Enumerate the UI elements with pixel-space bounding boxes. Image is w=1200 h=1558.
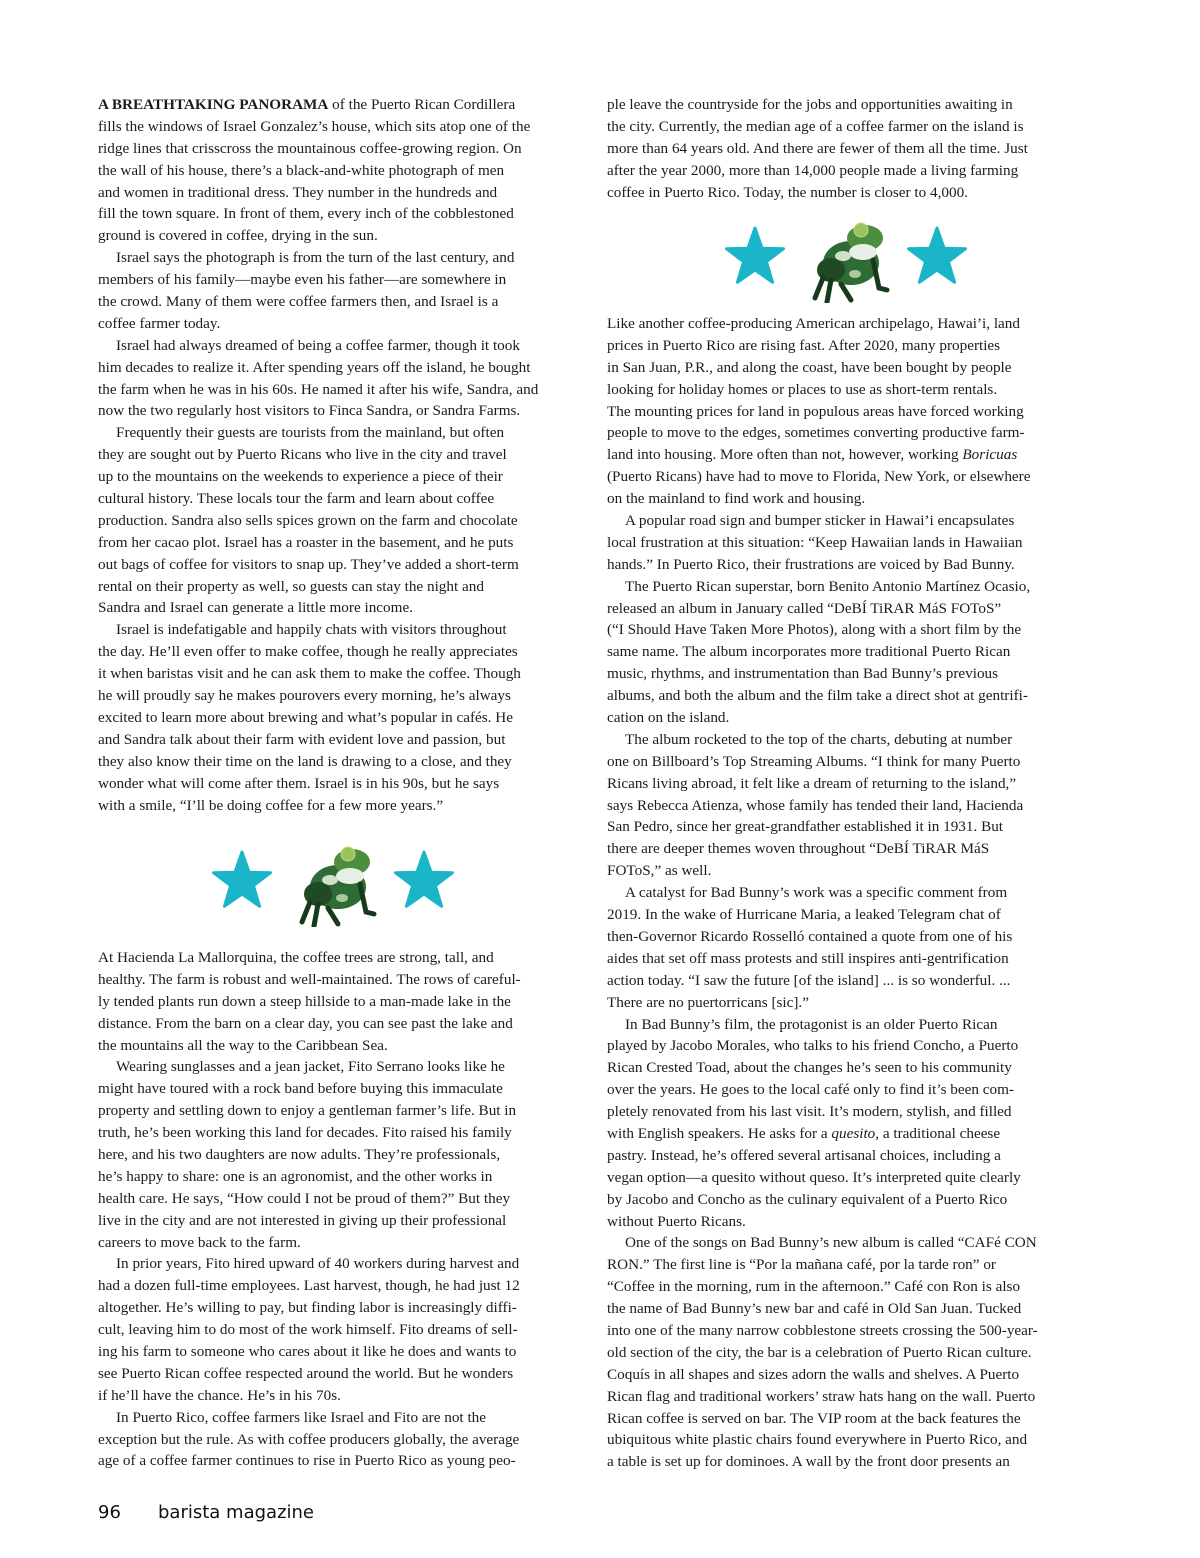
text-line: truth, he’s been working this land for decades. Fito raised his family bbox=[98, 1124, 512, 1142]
text-line: one on Billboard’s Top Streaming Albums. “I think for many Puerto bbox=[607, 752, 1021, 770]
paragraph bbox=[607, 729, 1097, 882]
frog-illustration bbox=[302, 847, 374, 926]
text-line: “Coffee in the morning, rum in the afternoon.” Café con Ron is also bbox=[607, 1278, 1021, 1296]
text-line: ing his farm to someone who cares about it like he does and wants to bbox=[98, 1343, 517, 1361]
text-line: in San Juan, P.R., and along the coast, have been bought by people bbox=[607, 358, 1012, 376]
text-line: the city. Currently, the median age of a coffee farmer on the island is bbox=[607, 117, 1024, 135]
text-line: he’s happy to share: one is an agronomist, and the other works in bbox=[98, 1167, 493, 1185]
text-line: San Pedro, since her great-grandfather established it in 1931. But bbox=[607, 818, 1004, 836]
publication-name: barista magazine bbox=[158, 1502, 314, 1523]
text-line: distance. From the barn on a clear day, you can see past the lake and bbox=[98, 1014, 513, 1032]
text-line: RON.” The first line is “Por la mañana café, por la tarde ron” or bbox=[607, 1256, 996, 1274]
text-line: the day. He’ll even offer to make coffee, though he really appreciates bbox=[98, 643, 518, 661]
section-divider bbox=[210, 832, 460, 927]
text-line: property and settling down to enjoy a gentleman farmer’s life. But in bbox=[98, 1102, 517, 1120]
text-line: careers to move back to the farm. bbox=[98, 1233, 301, 1251]
text-line: healthy. The farm is robust and well-maintained. The rows of careful- bbox=[98, 970, 521, 988]
text-line: more than 64 years old. And there are fewer of them all the time. Just bbox=[607, 139, 1028, 157]
text-line: up to the mountains on the weekends to experience a piece of their bbox=[98, 468, 503, 486]
text-line: The album rocketed to the top of the charts, debuting at number bbox=[625, 730, 1013, 748]
text-line: without Puerto Ricans. bbox=[607, 1212, 746, 1230]
text-line: 2019. In the wake of Hurricane Maria, a leaked Telegram chat of bbox=[607, 906, 1001, 924]
frog-illustration bbox=[815, 223, 887, 302]
text-line: says Rebecca Atienza, whose family has tended their land, Hacienda bbox=[607, 796, 1024, 814]
text-line: Rican Crested Toad, about the changes he’s seen to his community bbox=[607, 1059, 1012, 1077]
text-line: In Puerto Rico, coffee farmers like Israel and Fito are not the bbox=[116, 1408, 486, 1426]
text-line: on the mainland to find work and housing. bbox=[607, 490, 866, 508]
paragraph bbox=[98, 335, 588, 423]
text-line: see Puerto Rican coffee respected around the world. But he wonders bbox=[98, 1364, 514, 1382]
text-line: coffee farmer today. bbox=[98, 314, 221, 332]
text-line: Rican flag and traditional workers’ straw hats hang on the wall. Puerto bbox=[607, 1387, 1036, 1405]
text-line: prices in Puerto Rico are rising fast. After 2020, many properties bbox=[607, 336, 1001, 354]
paragraph bbox=[98, 94, 588, 247]
text-line: looking for holiday homes or places to use as short-term rentals. bbox=[607, 380, 998, 398]
text-line: old section of the city, the bar is a celebration of Puerto Rican culture. bbox=[607, 1343, 1032, 1361]
text-line: him decades to realize it. After spending years off the island, he bought bbox=[98, 358, 531, 376]
text-line: fills the windows of Israel Gonzalez’s house, which sits atop one of the bbox=[98, 117, 531, 135]
text-line: had a dozen full-time employees. Last harvest, though, he had just 12 bbox=[98, 1277, 520, 1295]
text-line: coffee in Puerto Rico. Today, the number is closer to 4,000. bbox=[607, 183, 968, 201]
text-line: released an album in January called “DeBÍ TiRAR MáS FOToS” bbox=[607, 599, 1002, 617]
italic-term: Boricuas bbox=[962, 446, 1018, 464]
text-line: Coquís in all shapes and sizes adorn the walls and shelves. A Puerto bbox=[607, 1365, 1020, 1383]
text-line: aides that set off mass protests and still inspires anti-gentrification bbox=[607, 949, 1009, 967]
page-number: 96 bbox=[98, 1502, 121, 1523]
left-column-section-2 bbox=[98, 947, 588, 1472]
text-line: action today. “I saw the future [of the island] ... is so wonderful. ... bbox=[607, 971, 1011, 989]
paragraph bbox=[98, 619, 588, 816]
text-line: fill the town square. In front of them, every inch of the cobblestoned bbox=[98, 205, 514, 223]
text-line: into one of the many narrow cobblestone streets crossing the 500-year- bbox=[607, 1321, 1038, 1339]
paragraph bbox=[607, 1014, 1097, 1233]
text-line: ly tended plants run down a steep hillside to a man-made lake in the bbox=[98, 992, 511, 1010]
text-line: health care. He says, “How could I not be proud of them?” But they bbox=[98, 1189, 511, 1207]
text-line: now the two regularly host visitors to Finca Sandra, or Sandra Farms. bbox=[98, 402, 521, 420]
text-line: vegan option—a quesito without queso. It’s interpreted quite clearly bbox=[607, 1168, 1021, 1186]
text-line: pastry. Instead, he’s offered several artisanal choices, including a bbox=[607, 1146, 1001, 1164]
right-column-section-2 bbox=[607, 313, 1097, 1473]
text-line: they also know their time on the land is drawing to a close, and they bbox=[98, 752, 512, 770]
text-line: might have toured with a rock band before buying this immaculate bbox=[98, 1080, 503, 1098]
paragraph bbox=[98, 1253, 588, 1406]
text-line: cult, leaving him to do most of the work himself. Fito dreams of sell- bbox=[98, 1321, 518, 1339]
paragraph bbox=[98, 1056, 588, 1253]
text-line: the mountains all the way to the Caribbean Sea. bbox=[98, 1036, 388, 1054]
text-line: production. Sandra also sells spices grown on the farm and chocolate bbox=[98, 511, 518, 529]
text-line: after the year 2000, more than 14,000 people made a living farming bbox=[607, 161, 1019, 179]
text-line: they are sought out by Puerto Ricans who live in the city and travel bbox=[98, 446, 507, 464]
text-line: exception but the rule. As with coffee producers globally, the average bbox=[98, 1430, 520, 1448]
text-line: albums, and both the album and the film take a direct shot at gentrifi- bbox=[607, 687, 1028, 705]
text-segment: , a traditional cheese bbox=[875, 1124, 1001, 1142]
text-line: A popular road sign and bumper sticker in Hawai’i encapsulates bbox=[625, 512, 1015, 530]
paragraph bbox=[98, 947, 588, 1056]
text-line: There are no puertorricans [sic].” bbox=[607, 993, 809, 1011]
text-line: the name of Bad Bunny’s new bar and café in Old San Juan. Tucked bbox=[607, 1300, 1022, 1318]
star-icon bbox=[909, 228, 966, 282]
text-line: same name. The album incorporates more traditional Puerto Rican bbox=[607, 643, 1011, 661]
text-line: from her cacao plot. Israel has a roaster in the basement, and he puts bbox=[98, 533, 514, 551]
text-line: A catalyst for Bad Bunny’s work was a specific comment from bbox=[625, 884, 1008, 902]
text-line: and Sandra talk about their farm with evident love and passion, but bbox=[98, 730, 506, 748]
text-line: altogether. He’s willing to pay, but finding labor is increasingly diffi- bbox=[98, 1299, 517, 1317]
text-line bbox=[607, 444, 1097, 466]
text-line: Israel says the photograph is from the turn of the last century, and bbox=[116, 249, 515, 267]
text-line: cation on the island. bbox=[607, 709, 730, 727]
text-line: here, and his two daughters are now adults. They’re professionals, bbox=[98, 1146, 501, 1164]
text-line: the crowd. Many of them were coffee farmers then, and Israel is a bbox=[98, 293, 499, 311]
star-icon bbox=[727, 228, 784, 282]
left-column-section-1 bbox=[98, 94, 588, 816]
text-line: ubiquitous white plastic chairs found everywhere in Puerto Rico, and bbox=[607, 1431, 1028, 1449]
paragraph bbox=[607, 882, 1097, 1013]
paragraph bbox=[607, 1232, 1097, 1473]
text-line: age of a coffee farmer continues to rise in Puerto Rico as young peo- bbox=[98, 1452, 516, 1470]
text-line: FOToS,” as well. bbox=[607, 862, 712, 880]
text-line: over the years. He goes to the local café only to find it’s been com- bbox=[607, 1081, 1014, 1099]
text-line: members of his family—maybe even his father—are somewhere in bbox=[98, 271, 507, 289]
text-line: ridge lines that crisscross the mountainous coffee-growing region. On bbox=[98, 139, 522, 157]
text-line: by Jacobo and Concho as the culinary equivalent of a Puerto Rico bbox=[607, 1190, 1008, 1208]
italic-term: quesito bbox=[831, 1124, 876, 1142]
text-line: then-Governor Ricardo Rosselló contained a quote from one of his bbox=[607, 927, 1013, 945]
text-line: At Hacienda La Mallorquina, the coffee trees are strong, tall, and bbox=[98, 949, 494, 966]
star-icon bbox=[396, 852, 453, 906]
text-line: and women in traditional dress. They number in the hundreds and bbox=[98, 183, 498, 201]
text-line: The Puerto Rican superstar, born Benito Antonio Martínez Ocasio, bbox=[625, 577, 1031, 595]
text-line bbox=[607, 1123, 1097, 1145]
text-line: out bags of coffee for visitors to snap up. They’ve added a short-term bbox=[98, 555, 519, 573]
text-line: Rican coffee is served on bar. The VIP room at the back features the bbox=[607, 1409, 1021, 1427]
text-line: the wall of his house, there’s a black-and-white photograph of men bbox=[98, 161, 505, 179]
text-line: cultural history. These locals tour the farm and learn about coffee bbox=[98, 490, 495, 508]
lead-in: A BREATHTAKING PANORAMA bbox=[98, 96, 329, 113]
text-line: One of the songs on Bad Bunny’s new album is called “CAFé CON bbox=[625, 1234, 1037, 1252]
star-icon bbox=[214, 852, 271, 906]
text-segment: with English speakers. He asks for a bbox=[607, 1124, 832, 1142]
text-line: In prior years, Fito hired upward of 40 workers during harvest and bbox=[116, 1255, 520, 1273]
text-segment: of the Puerto Rican Cordillera bbox=[328, 96, 516, 113]
text-line: people to move to the edges, sometimes converting productive farm- bbox=[607, 424, 1025, 442]
text-line: if he’ll have the chance. He’s in his 70s. bbox=[98, 1386, 341, 1404]
text-line: (Puerto Ricans) have had to move to Florida, New York, or elsewhere bbox=[607, 468, 1031, 486]
paragraph bbox=[607, 510, 1097, 576]
text-line: he will proudly say he makes pourovers every morning, he’s always bbox=[98, 687, 511, 705]
text-line: Ricans living abroad, it felt like a dream of returning to the island,” bbox=[607, 774, 1017, 792]
text-line: music, rhythms, and instrumentation than Bad Bunny’s previous bbox=[607, 665, 999, 683]
paragraph bbox=[98, 422, 588, 619]
text-line: ground is covered in coffee, drying in the sun. bbox=[98, 227, 378, 245]
text-line: Sandra and Israel can generate a little more income. bbox=[98, 599, 413, 617]
text-line: (“I Should Have Taken More Photos), along with a short film by the bbox=[607, 621, 1022, 639]
section-divider bbox=[723, 208, 973, 303]
text-line: In Bad Bunny’s film, the protagonist is an older Puerto Rican bbox=[625, 1015, 998, 1033]
text-line: excited to learn more about brewing and what’s popular in cafés. He bbox=[98, 708, 513, 726]
text-line: pletely renovated from his last visit. It’s modern, stylish, and filled bbox=[607, 1103, 1012, 1121]
paragraph bbox=[607, 576, 1097, 729]
paragraph bbox=[607, 94, 1097, 203]
text-line: there are deeper themes woven throughout “DeBÍ TiRAR MáS bbox=[607, 840, 990, 858]
right-column-section-1 bbox=[607, 94, 1097, 203]
text-line: local frustration at this situation: “Keep Hawaiian lands in Hawaiian bbox=[607, 533, 1023, 551]
paragraph bbox=[98, 247, 588, 335]
text-line: it when baristas visit and he can ask them to make the coffee. Though bbox=[98, 665, 521, 683]
text-line: ple leave the countryside for the jobs and opportunities awaiting in bbox=[607, 96, 1013, 113]
paragraph bbox=[607, 313, 1097, 510]
text-line: live in the city and are not interested in giving up their professional bbox=[98, 1211, 507, 1229]
text-segment: land into housing. More often than not, however, working bbox=[607, 446, 963, 464]
paragraph bbox=[98, 1407, 588, 1473]
text-line: Israel is indefatigable and happily chats with visitors throughout bbox=[116, 621, 507, 639]
text-line: wonder what will come after them. Israel is in his 90s, but he says bbox=[98, 774, 500, 792]
text-line: hands.” In Puerto Rico, their frustrations are voiced by Bad Bunny. bbox=[607, 555, 1015, 573]
text-line: Israel had always dreamed of being a coffee farmer, though it took bbox=[116, 336, 520, 354]
text-line: a table is set up for dominoes. A wall by the front door presents an bbox=[607, 1453, 1010, 1471]
text-line: with a smile, “I’ll be doing coffee for a few more years.” bbox=[98, 796, 444, 814]
text-line: played by Jacobo Morales, who talks to his friend Concho, a Puerto bbox=[607, 1037, 1019, 1055]
text-line: the farm when he was in his 60s. He named it after his wife, Sandra, and bbox=[98, 380, 539, 398]
text-line: Wearing sunglasses and a jean jacket, Fito Serrano looks like he bbox=[116, 1058, 505, 1076]
text-line: Like another coffee-producing American archipelago, Hawai’i, land bbox=[607, 315, 1020, 332]
text-line bbox=[98, 94, 588, 116]
text-line: rental on their property as well, so guests can stay the night and bbox=[98, 577, 484, 595]
text-line: The mounting prices for land in populous areas have forced working bbox=[607, 402, 1024, 420]
text-line: Frequently their guests are tourists from the mainland, but often bbox=[116, 424, 505, 442]
